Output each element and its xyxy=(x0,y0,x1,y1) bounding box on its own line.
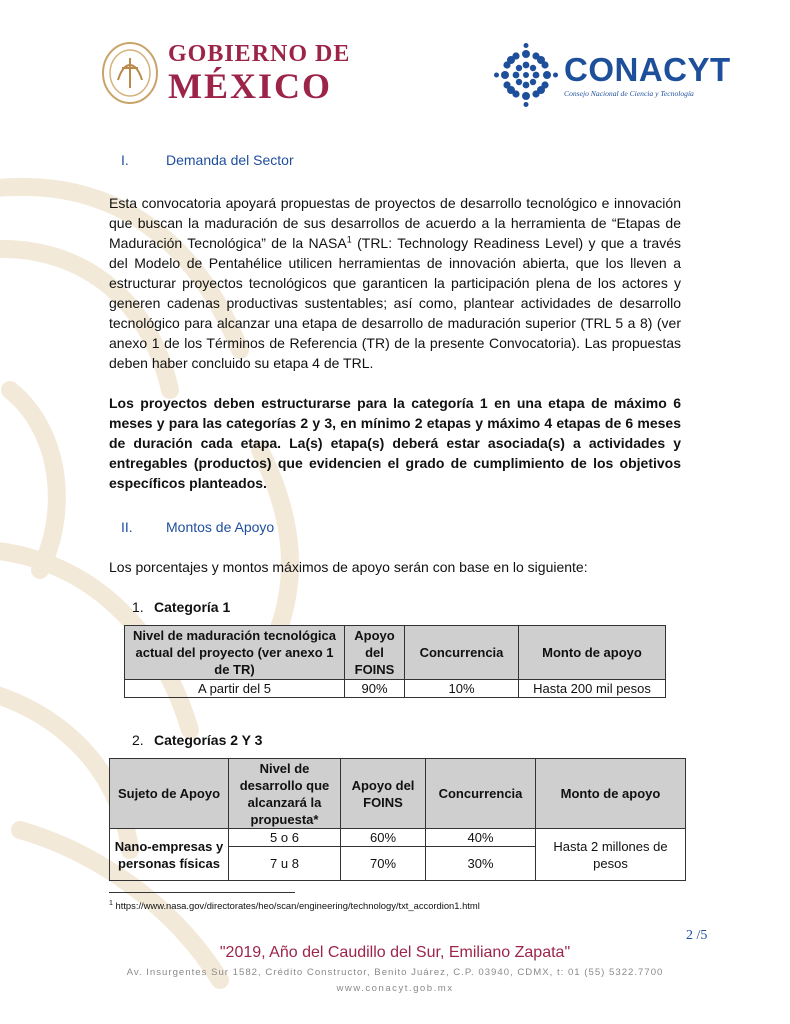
categorias-2-3-table xyxy=(109,758,686,881)
table-cell: 5 o 6 xyxy=(229,829,341,847)
section-heading-montos xyxy=(109,517,681,537)
list-title: Categorías 2 Y 3 xyxy=(154,732,263,748)
table-header-cell: Apoyo del FOINS xyxy=(341,759,426,829)
footnote xyxy=(109,900,480,911)
document-body xyxy=(109,150,681,881)
demanda-text-b: (TRL: Technology Readiness Level) y que a través del Modelo de Pentahélice utilicen herramientas de innovación abierta, que los lleven a estructurar proyectos tecnológicos que garanticen la participación plena de los actores y generen cadenas productivas sustentables; así como, plantear actividades de desarrollo tecnológico para alcanzar una etapa de desarrollo de maduración superior (TRL 5 a 8) (ver anexo 1 de los Términos de Referencia (TR) de la presente Convocatoria). Las propuestas deben haber concluido su etapa 4 de TRL. xyxy=(109,235,681,371)
footnote-mark: 1 xyxy=(109,900,113,907)
section-number: II. xyxy=(121,519,133,535)
table-header-cell: Monto de apoyo xyxy=(536,759,686,829)
categoria-1-table xyxy=(124,625,666,698)
table-cell: 70% xyxy=(341,847,426,881)
list-title: Categoría 1 xyxy=(154,599,231,615)
conacyt-subtitle: Consejo Nacional de Ciencia y Tecnología xyxy=(564,88,694,98)
categorias-2-3-heading xyxy=(132,730,681,750)
table-header-cell: Nivel de desarrollo que alcanzará la propuesta* xyxy=(229,759,341,829)
conacyt-logo xyxy=(494,43,731,107)
montos-intro: Los porcentajes y montos máximos de apoyo serán con base en lo siguiente: xyxy=(109,559,588,575)
footer-address: Av. Insurgentes Sur 1582, Crédito Constructor, Benito Juárez, C.P. 03940, CDMX, t: 01 (55) 5322.7700 xyxy=(126,967,664,978)
table-cell: A partir del 5 xyxy=(125,680,345,698)
section-number: I. xyxy=(121,152,129,168)
gob-line1: GOBIERNO DE xyxy=(168,41,351,67)
table-header-cell: Monto de apoyo xyxy=(519,626,666,680)
table-header-cell: Nivel de maduración tecnológica actual del proyecto (ver anexo 1 de TR) xyxy=(125,626,345,680)
table-cell: 7 u 8 xyxy=(229,847,341,881)
section-heading-demanda xyxy=(109,150,681,170)
demanda-text-a: Esta convocatoria apoyará propuestas de proyectos de desarrollo tecnológico e innovación que buscan la maduración de sus desarrollos de acuerdo a la herramienta de “Etapas de Maduración Tecnológica” de la NASA xyxy=(109,195,681,251)
table-cell-amount: Hasta 2 millones de pesos xyxy=(536,829,686,881)
list-number: 1. xyxy=(132,599,144,615)
table-cell: Hasta 200 mil pesos xyxy=(519,680,666,698)
footnote-divider xyxy=(109,892,295,893)
footnote-link[interactable]: https://www.nasa.gov/directorates/heo/scan/engineering/technology/txt_accordion1.html xyxy=(112,900,480,912)
conacyt-name: CONACYT xyxy=(564,50,731,88)
table-cell: 90% xyxy=(345,680,405,698)
list-number: 2. xyxy=(132,732,144,748)
footer-website[interactable]: www.conacyt.gob.mx xyxy=(336,983,454,994)
table-header-cell: Apoyo del FOINS xyxy=(345,626,405,680)
table-header-cell: Concurrencia xyxy=(405,626,519,680)
mexico-seal-icon xyxy=(100,40,160,106)
page-number: 2 /5 xyxy=(686,928,708,943)
table-cell: 10% xyxy=(405,680,519,698)
table-header-cell: Sujeto de Apoyo xyxy=(110,759,229,829)
table-cell-subject: Nano-empresas y personas físicas xyxy=(110,829,229,881)
footer-motto: "2019, Año del Caudillo del Sur, Emiliano Zapata" xyxy=(219,944,571,961)
table-header-cell: Concurrencia xyxy=(426,759,536,829)
conacyt-dots-icon xyxy=(494,43,558,107)
table-cell: 40% xyxy=(426,829,536,847)
section-title: Montos de Apoyo xyxy=(166,519,275,535)
gob-line2: MÉXICO xyxy=(168,66,332,106)
section-title: Demanda del Sector xyxy=(166,152,294,168)
demanda-paragraph xyxy=(109,193,681,373)
table-cell: 30% xyxy=(426,847,536,881)
gobierno-mexico-logo xyxy=(100,40,350,106)
etapas-paragraph: Los proyectos deben estructurarse para la categoría 1 en una etapa de máximo 6 meses y para las categorías 2 y 3, en mínimo 2 etapas y máximo 4 etapas de 6 meses de duración cada etapa. La(s) etapa(s) deberá estar asociada(s) a actividades y entregables (productos) que evidencien el grado de cumplimiento de los objetivos específicos planteados. xyxy=(109,395,681,491)
table-cell: 60% xyxy=(341,829,426,847)
categoria-1-heading xyxy=(132,597,681,617)
footnote-ref: 1 xyxy=(346,234,352,245)
